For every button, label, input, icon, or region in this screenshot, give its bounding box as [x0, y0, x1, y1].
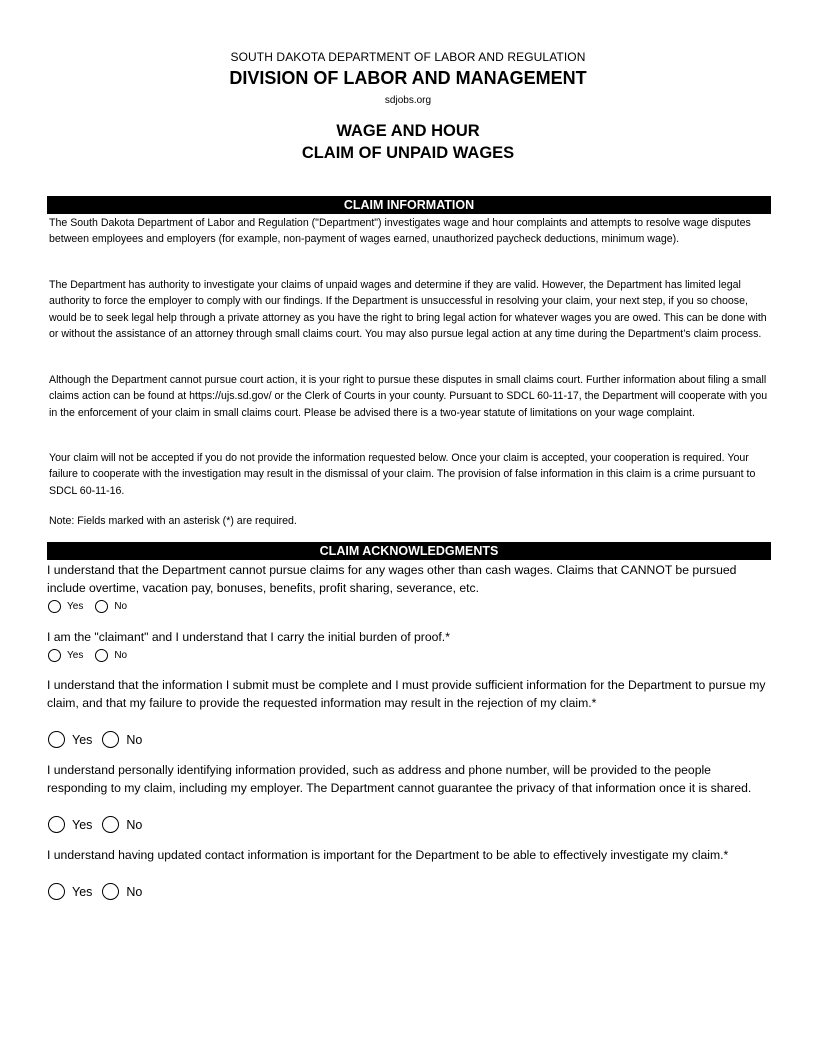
- acknowledgment-1-no[interactable]: [95, 600, 139, 613]
- form-title: [0, 120, 816, 164]
- acknowledgment-2-options: [48, 649, 139, 662]
- acknowledgment-question-4: I understand personally identifying information provided, such as address and phone number, will be provided to the people responding to my claim, including my employer. The Department cannot guarantee the privacy of that information once it is shared.: [47, 763, 752, 795]
- radio-icon[interactable]: [102, 883, 119, 900]
- info-paragraph: The Department has authority to investigate your claims of unpaid wages and determine if they are valid. However, the Department has limited legal authority to force the employer to comply with our findings. If the Department is unsuccessful in resolving your claim, your next step, if you so choose, would be to seek legal help through a private attorney as you have the right to bring legal action for whatever wages you are owed. This can be done with or without the assistance of an attorney through small claims court. You may also pursue legal action at any time during the Department’s claim process.: [49, 279, 767, 340]
- agency-name: SOUTH DAKOTA DEPARTMENT OF LABOR AND REGULATION: [230, 50, 586, 64]
- acknowledgment-4-no[interactable]: [102, 816, 152, 833]
- form-title-line2: CLAIM OF UNPAID WAGES: [301, 144, 515, 162]
- option-label: Yes: [72, 732, 93, 747]
- acknowledgment-1-options: [48, 600, 139, 613]
- radio-icon[interactable]: [48, 600, 61, 613]
- radio-icon[interactable]: [102, 816, 119, 833]
- required-note: Note: Fields marked with an asterisk (*) are required.: [49, 515, 297, 527]
- acknowledgment-3-no[interactable]: [102, 731, 152, 748]
- info-paragraph: Your claim will not be accepted if you do not provide the information requested below. Once your claim is accepted, your cooperation is required. Your failure to cooperate with the investigation may result in the dismissal of your claim. The provision of false information in this claim is a crime pursuant to SDCL 60-11-16.: [49, 452, 756, 497]
- acknowledgment-5-no[interactable]: [102, 883, 152, 900]
- option-label: No: [126, 732, 143, 747]
- info-paragraph: Although the Department cannot pursue court action, it is your right to pursue these disputes in small claims court. Further information about filing a small claims action can be found at https://ujs.sd.gov/ or the Clerk of Courts in your county. Pursuant to SDCL 60-11-17, the Department will cooperate with you in the enforcement of your claim in small claims court. Please be advised there is a two-year statute of limitations on your wage complaint.: [49, 374, 768, 419]
- option-label: Yes: [67, 601, 84, 612]
- option-label: Yes: [67, 650, 84, 661]
- option-label: Yes: [72, 817, 93, 832]
- acknowledgment-2-no[interactable]: [95, 649, 139, 662]
- acknowledgment-question-2: I am the "claimant" and I understand that I carry the initial burden of proof.*: [47, 630, 450, 644]
- acknowledgment-1-yes[interactable]: [48, 600, 95, 613]
- option-label: No: [126, 884, 143, 899]
- acknowledgment-2-yes[interactable]: [48, 649, 95, 662]
- radio-icon[interactable]: [102, 731, 119, 748]
- acknowledgment-question-1: I understand that the Department cannot pursue claims for any wages other than cash wages. Claims that CANNOT be pursued include overtime, vacation pay, bonuses, benefits, profit sharing, severance, etc.: [47, 563, 737, 595]
- option-label: No: [126, 817, 143, 832]
- radio-icon[interactable]: [48, 816, 65, 833]
- acknowledgment-question-5: I understand having updated contact information is important for the Department to be able to effectively investigate my claim.*: [47, 848, 729, 862]
- option-label: No: [114, 650, 128, 661]
- acknowledgment-5-options: [48, 883, 152, 900]
- option-label: No: [114, 601, 128, 612]
- radio-icon[interactable]: [48, 731, 65, 748]
- acknowledgment-4-options: [48, 816, 152, 833]
- info-paragraph: The South Dakota Department of Labor and Regulation ("Department") investigates wage and hour complaints and attempts to resolve wage disputes between employees and employers (for example, non-payment of wages earned, unauthorized paycheck deductions, minimum wage).: [49, 217, 751, 246]
- acknowledgment-question-3: I understand that the information I submit must be complete and I must provide sufficient information for the Department to pursue my claim, and that my failure to provide the requested information may result in the rejection of my claim.*: [47, 678, 766, 710]
- division-name: DIVISION OF LABOR AND MANAGEMENT: [229, 68, 587, 88]
- claim-information-heading: CLAIM INFORMATION: [47, 196, 771, 214]
- acknowledgment-4-yes[interactable]: [48, 816, 102, 833]
- acknowledgment-5-yes[interactable]: [48, 883, 102, 900]
- option-label: Yes: [72, 884, 93, 899]
- acknowledgment-3-yes[interactable]: [48, 731, 102, 748]
- radio-icon[interactable]: [95, 600, 108, 613]
- form-title-line1: WAGE AND HOUR: [336, 122, 480, 140]
- website: sdjobs.org: [384, 95, 432, 106]
- radio-icon[interactable]: [48, 883, 65, 900]
- radio-icon[interactable]: [48, 649, 61, 662]
- acknowledgment-3-options: [48, 731, 152, 748]
- claim-acknowledgments-heading: CLAIM ACKNOWLEDGMENTS: [47, 542, 771, 560]
- radio-icon[interactable]: [95, 649, 108, 662]
